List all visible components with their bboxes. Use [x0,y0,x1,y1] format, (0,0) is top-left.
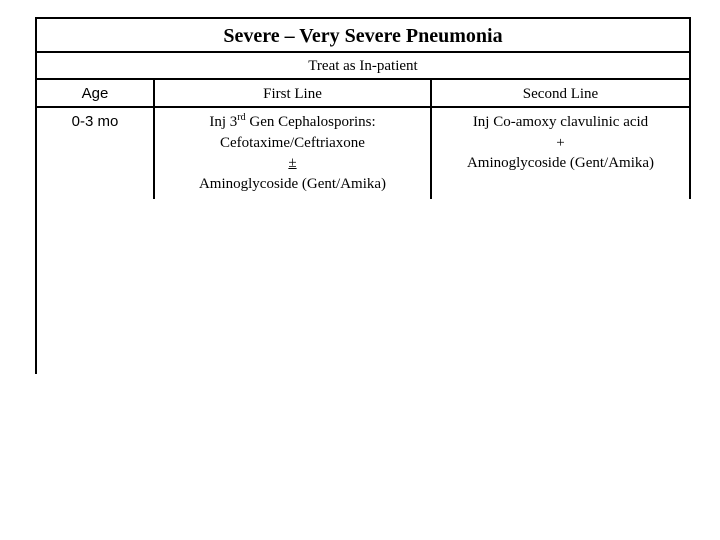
title-divider [35,51,691,53]
first-line-drug-3: Aminoglycoside (Gent/Amika) [198,175,387,192]
row-first-line [155,112,430,194]
first-line-drug-2: Cefotaxime/Ceftriaxone [220,134,365,151]
header-age: Age [81,85,109,102]
table-right-border [689,17,691,199]
table-subtitle: Treat as In-patient [308,58,418,74]
first-line-drug-1: Inj 3rd Gen Cephalosporins: [209,112,376,130]
table-title: Severe – Very Severe Pneumonia [223,25,503,47]
second-line-plus: + [556,134,565,151]
header-first-line: First Line [263,86,322,102]
row-age: 0-3 mo [71,113,119,130]
subtitle-divider [35,78,691,80]
first-line-plus-minus: ± [288,155,297,171]
header-divider [35,106,691,108]
second-line-drug-2: Aminoglycoside (Gent/Amika) [466,155,655,171]
second-line-drug-1: Inj Co-amoxy clavulinic acid [472,114,649,130]
table-top-border [35,17,691,19]
header-second-line: Second Line [522,86,599,102]
row-second-line [432,112,689,174]
